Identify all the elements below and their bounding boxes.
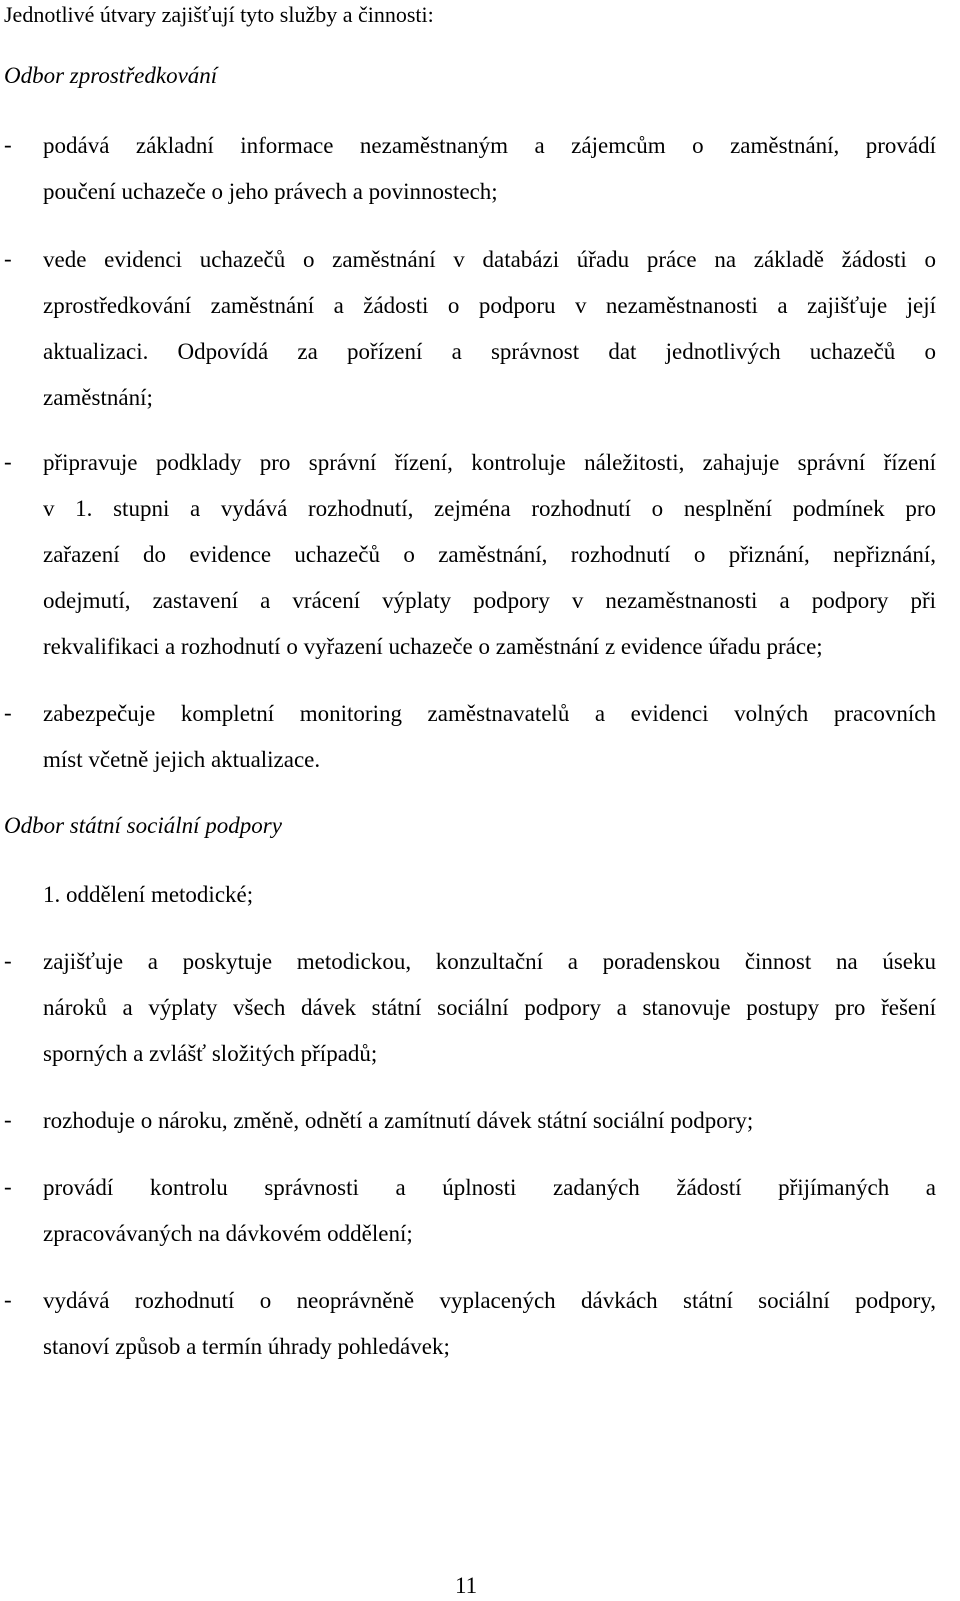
list-item bbox=[43, 123, 936, 215]
bullet-dash: - bbox=[4, 1287, 12, 1312]
list-item-line: vydává rozhodnutí o neoprávněně vyplacených dávkách státní sociální podpory, bbox=[43, 1288, 936, 1313]
list-item bbox=[43, 237, 936, 421]
list-item-line: zprostředkování zaměstnání a žádosti o podporu v nezaměstnanosti a zajišťuje její bbox=[43, 293, 936, 318]
bullet-dash: - bbox=[4, 246, 12, 271]
section-heading-statni-socialni-podpory: Odbor státní sociální podpory bbox=[4, 813, 282, 838]
list-item bbox=[43, 1165, 936, 1257]
list-item-line: zařazení do evidence uchazečů o zaměstnání, rozhodnutí o přiznání, nepřiznání, bbox=[43, 542, 936, 567]
list-item-line: míst včetně jejich aktualizace. bbox=[43, 747, 321, 772]
list-item-line: vede evidenci uchazečů o zaměstnání v databázi úřadu práce na základě žádosti o bbox=[43, 247, 936, 272]
bullet-dash: - bbox=[4, 948, 12, 973]
list-item-line: v 1. stupni a vydává rozhodnutí, zejména rozhodnutí o nesplnění podmínek pro bbox=[43, 496, 936, 521]
list-item-line: zajišťuje a poskytuje metodickou, konzultační a poradenskou činnost na úseku bbox=[43, 949, 936, 974]
bullet-dash: - bbox=[4, 449, 12, 474]
list-item-line: podává základní informace nezaměstnaným a zájemcům o zaměstnání, provádí bbox=[43, 133, 936, 158]
list-item-line: zabezpečuje kompletní monitoring zaměstnavatelů a evidenci volných pracovních bbox=[43, 701, 936, 726]
bullet-dash: - bbox=[4, 1174, 12, 1199]
list-item-line: poučení uchazeče o jeho právech a povinnostech; bbox=[43, 179, 498, 204]
list-item bbox=[43, 939, 936, 1077]
list-item bbox=[43, 691, 936, 783]
list-item-line: sporných a zvlášť složitých případů; bbox=[43, 1041, 378, 1066]
list-item-line: zaměstnání; bbox=[43, 385, 153, 410]
list-item-line: připravuje podklady pro správní řízení, kontroluje náležitosti, zahajuje správní řízení bbox=[43, 450, 936, 475]
list-item bbox=[43, 440, 936, 670]
list-item-line: provádí kontrolu správnosti a úplnosti zadaných žádostí přijímaných a bbox=[43, 1175, 936, 1200]
list-item-line: stanoví způsob a termín úhrady pohledávek; bbox=[43, 1334, 450, 1359]
list-item-line: nároků a výplaty všech dávek státní sociální podpory a stanovuje postupy pro řešení bbox=[43, 995, 936, 1020]
bullet-dash: - bbox=[4, 700, 12, 725]
section-heading-zprostredkovani: Odbor zprostředkování bbox=[4, 63, 218, 88]
list-item bbox=[43, 1098, 936, 1144]
list-item-line: odejmutí, zastavení a vrácení výplaty podpory v nezaměstnanosti a podpory při bbox=[43, 588, 936, 613]
bullet-dash: - bbox=[4, 1107, 12, 1132]
list-item-line: aktualizaci. Odpovídá za pořízení a správnost dat jednotlivých uchazečů o bbox=[43, 339, 936, 364]
list-item bbox=[43, 1278, 936, 1370]
list-item-line: rozhoduje o nároku, změně, odnětí a zamítnutí dávek státní sociální podpory; bbox=[43, 1108, 754, 1133]
page-number: 11 bbox=[455, 1573, 478, 1598]
list-item-line: rekvalifikaci a rozhodnutí o vyřazení uchazeče o zaměstnání z evidence úřadu práce; bbox=[43, 634, 823, 659]
intro-text: Jednotlivé útvary zajišťují tyto služby a činnosti: bbox=[4, 2, 434, 27]
numbered-heading: 1. oddělení metodické; bbox=[43, 882, 254, 907]
list-item-line: zpracovávaných na dávkovém oddělení; bbox=[43, 1221, 413, 1246]
bullet-dash: - bbox=[4, 132, 12, 157]
